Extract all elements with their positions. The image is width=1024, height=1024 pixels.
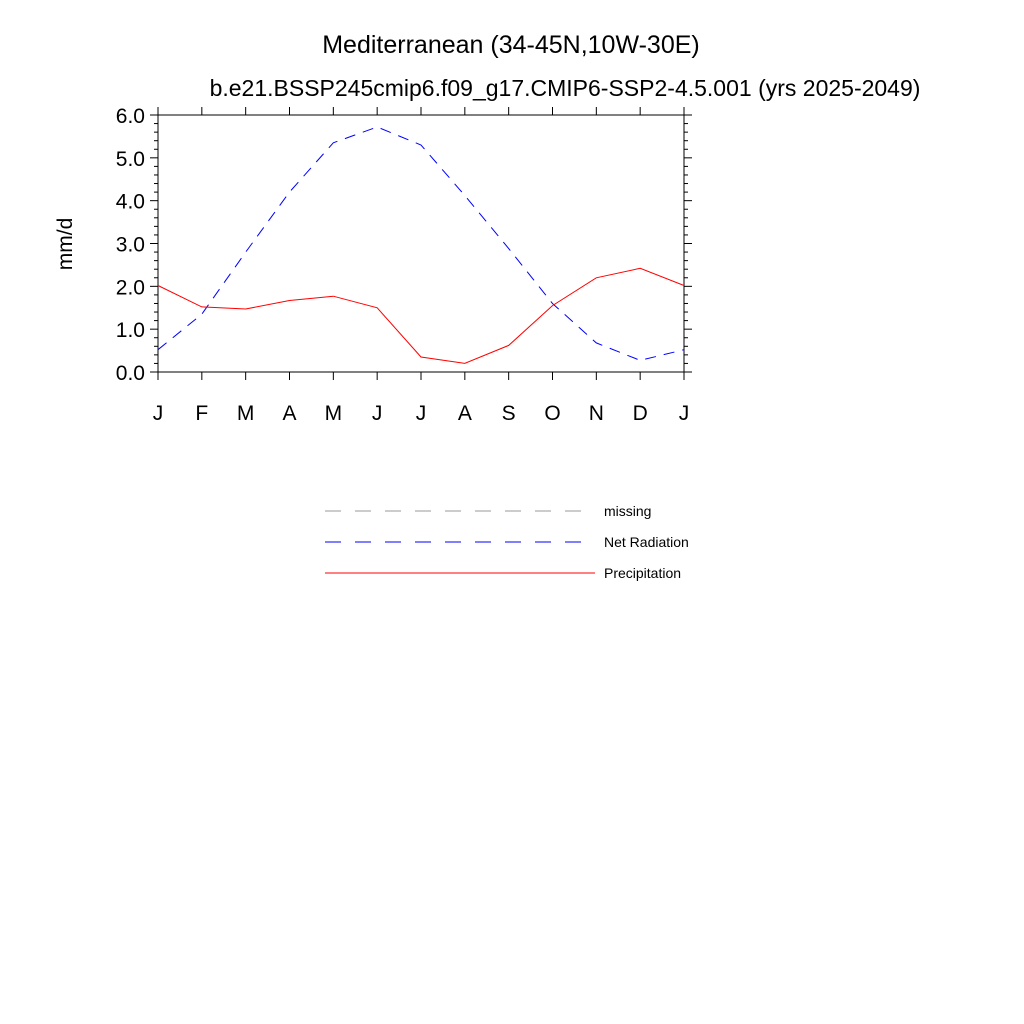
legend-label-precipitation: Precipitation: [604, 565, 682, 581]
net-radiation-line: [158, 127, 684, 360]
y-tick-label: 1.0: [115, 319, 145, 343]
x-tick-label: M: [324, 402, 343, 425]
legend-label-missing: missing: [604, 503, 652, 519]
series-layer: [158, 127, 684, 363]
chart-title: Mediterranean (34-45N,10W-30E): [322, 31, 700, 59]
x-tick-label: M: [236, 402, 255, 425]
x-tick-label: S: [501, 402, 516, 425]
x-tick-label: J: [371, 402, 383, 425]
x-tick-label: D: [632, 402, 648, 425]
x-tick-label: J: [415, 402, 427, 425]
x-tick-label: N: [588, 402, 604, 425]
x-tick-label: O: [544, 402, 561, 425]
y-tick-label: 5.0: [115, 147, 145, 171]
y-tick-label: 2.0: [115, 276, 145, 300]
axes: [116, 105, 692, 425]
y-axis-label: mm/d: [54, 217, 77, 271]
y-tick-label: 4.0: [115, 190, 145, 214]
x-tick-label: A: [457, 402, 472, 425]
x-tick-label: J: [152, 402, 164, 425]
x-tick-label: A: [282, 402, 297, 425]
legend-label-net-radiation: Net Radiation: [604, 534, 689, 550]
y-tick-label: 0.0: [115, 362, 145, 385]
y-tick-label: 6.0: [115, 105, 145, 128]
plot-frame: [158, 115, 684, 372]
x-tick-label: F: [195, 402, 209, 425]
legend: [325, 503, 689, 581]
precipitation-line: [158, 268, 684, 363]
x-tick-label: J: [678, 402, 690, 425]
y-tick-label: 3.0: [115, 233, 145, 257]
chart-subtitle: b.e21.BSSP245cmip6.f09_g17.CMIP6-SSP2-4.5.001 (yrs 2025-2049): [209, 75, 921, 101]
